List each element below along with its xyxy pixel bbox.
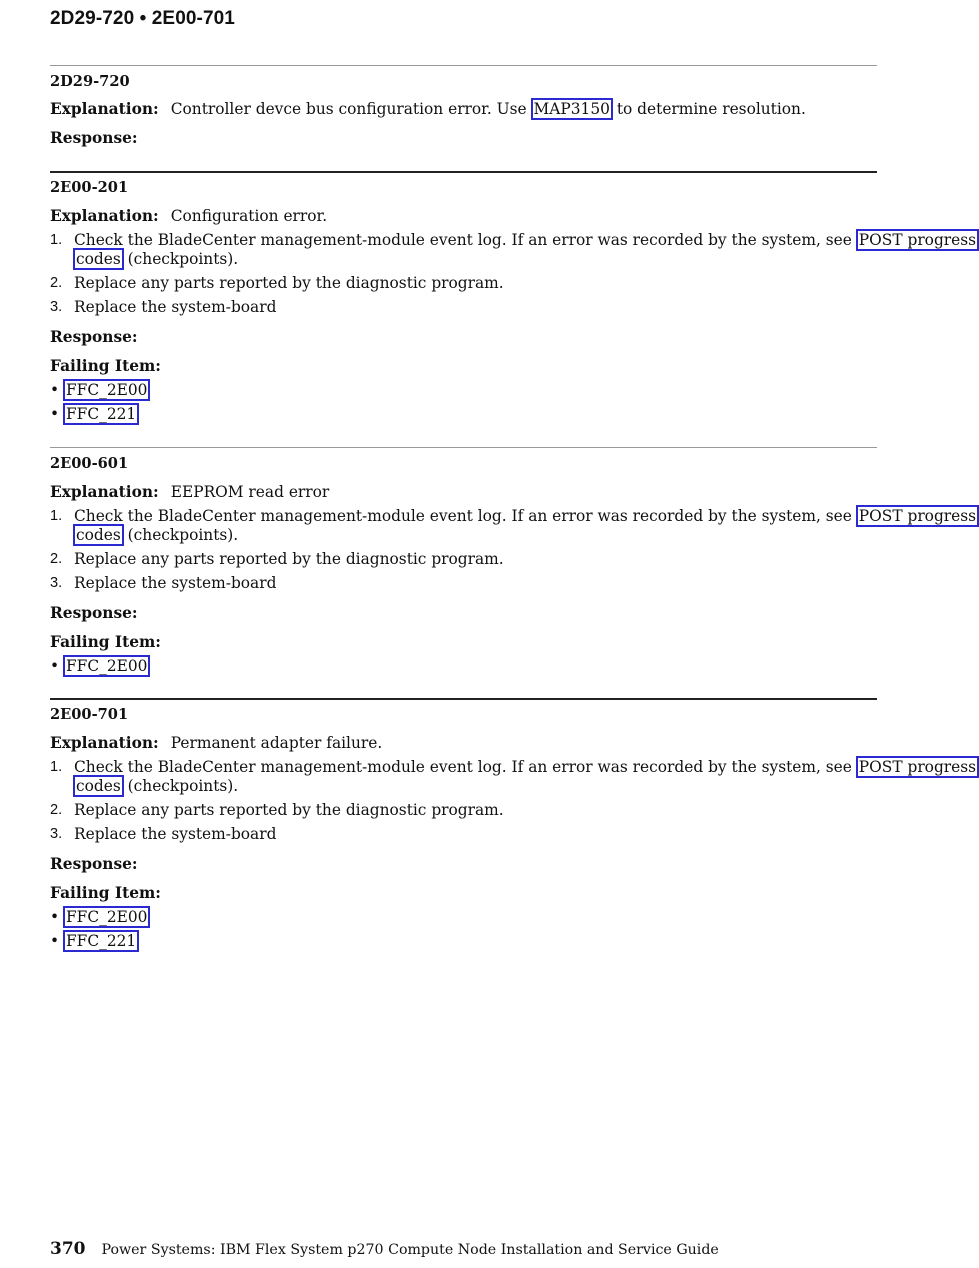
step-item [50,825,877,844]
explanation-label: Explanation: [50,734,159,752]
explanation-label: Explanation: [50,483,159,501]
step-text: (checkpoints). [127,250,239,268]
step-item [50,274,877,293]
step-number: 1. [50,508,63,524]
bullet-icon: • [50,405,60,423]
bullet-icon: • [50,932,60,950]
explanation-text-post: to determine resolution. [616,100,806,118]
explanation-text: Configuration error. [170,207,328,225]
bullet-icon: • [50,381,60,399]
step-number: 1. [50,759,63,775]
error-code-heading: 2E00-201 [50,179,129,196]
error-code-heading: 2E00-701 [50,706,129,723]
post-progress-codes-link[interactable]: POST progress [856,756,979,778]
ffc-link[interactable]: FFC_221 [63,930,139,952]
step-text: Replace any parts reported by the diagnostic program. [74,801,504,819]
post-progress-codes-link[interactable]: codes [73,524,124,546]
post-progress-codes-link[interactable]: POST progress [856,505,979,527]
step-text: Check the BladeCenter management-module event log. If an error was recorded by the system, see [74,758,852,776]
step-item [50,574,877,593]
post-progress-codes-link[interactable]: POST progress [856,229,979,251]
response-label: Response: [50,604,138,622]
explanation-text: EEPROM read error [170,483,330,501]
map3150-link[interactable]: MAP3150 [531,98,613,120]
step-item [50,801,877,820]
explanation-line [50,734,382,753]
step-item [50,507,977,545]
section-divider [50,171,877,173]
failing-item-label: Failing Item: [50,633,161,651]
response-label: Response: [50,328,138,346]
error-code-heading: 2E00-601 [50,455,129,472]
step-text: (checkpoints). [127,526,239,544]
step-number: 2. [50,275,63,291]
bullet-icon: • [50,657,60,675]
step-text: Check the BladeCenter management-module event log. If an error was recorded by the system, see [74,507,852,525]
failing-item-label: Failing Item: [50,884,161,902]
failing-item [50,405,138,424]
step-number: 3. [50,575,63,591]
page-number: 370 [50,1239,86,1259]
ffc-link[interactable]: FFC_2E00 [63,655,150,677]
step-text: (checkpoints). [127,777,239,795]
step-text: Replace the system-board [74,574,277,592]
ffc-link[interactable]: FFC_2E00 [63,906,150,928]
step-number: 3. [50,299,63,315]
failing-item [50,932,138,951]
running-header: 2D29-720 • 2E00-701 [50,8,235,29]
response-label: Response: [50,855,138,873]
book-title: Power Systems: IBM Flex System p270 Compute Node Installation and Service Guide [101,1242,719,1258]
bullet-icon: • [50,908,60,926]
failing-item [50,381,149,400]
ffc-link[interactable]: FFC_221 [63,403,139,425]
step-item [50,231,977,269]
page-footer [50,1239,719,1259]
explanation-text: Permanent adapter failure. [170,734,383,752]
explanation-label: Explanation: [50,207,159,225]
error-code-heading: 2D29-720 [50,73,130,90]
post-progress-codes-link[interactable]: codes [73,248,124,270]
explanation-line [50,483,329,502]
explanation-text: Controller devce bus configuration error. Use [170,100,527,118]
section-divider [50,447,877,448]
failing-item [50,657,149,676]
step-number: 1. [50,232,63,248]
section-divider [50,65,877,66]
step-text: Replace any parts reported by the diagnostic program. [74,550,504,568]
response-label: Response: [50,129,138,147]
step-item [50,550,877,569]
step-number: 2. [50,802,63,818]
step-text: Replace any parts reported by the diagnostic program. [74,274,504,292]
ffc-link[interactable]: FFC_2E00 [63,379,150,401]
step-text: Replace the system-board [74,298,277,316]
step-text: Replace the system-board [74,825,277,843]
explanation-label: Explanation: [50,100,159,118]
section-divider [50,698,877,700]
explanation-line [50,207,327,226]
step-item [50,758,977,796]
step-text: Check the BladeCenter management-module event log. If an error was recorded by the system, see [74,231,852,249]
failing-item-label: Failing Item: [50,357,161,375]
post-progress-codes-link[interactable]: codes [73,775,124,797]
step-number: 2. [50,551,63,567]
step-item [50,298,877,317]
failing-item [50,908,149,927]
explanation-line [50,100,806,119]
step-number: 3. [50,826,63,842]
